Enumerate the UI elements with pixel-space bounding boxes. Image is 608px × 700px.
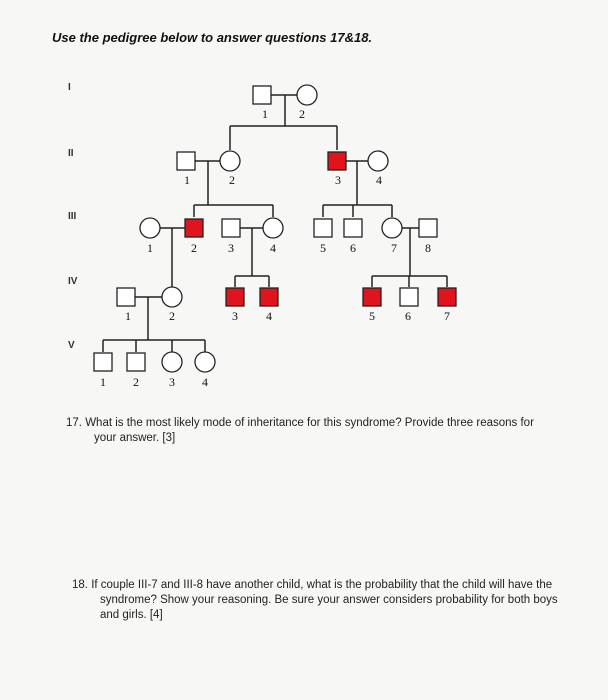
individual-v-3 [162, 352, 182, 372]
individual-iii-4 [263, 218, 283, 238]
label-iii-5: 5 [320, 241, 326, 255]
label-iii-3: 3 [228, 241, 234, 255]
label-ii-2: 2 [229, 173, 235, 187]
individual-iii-1 [140, 218, 160, 238]
individual-v-2 [127, 353, 145, 371]
label-i-1: 1 [262, 107, 268, 121]
individual-i-2 [297, 85, 317, 105]
generation-label-iii: III [68, 211, 77, 222]
label-iv-1: 1 [125, 309, 131, 323]
individual-iv-3-affected [226, 288, 244, 306]
individual-iii-3 [222, 219, 240, 237]
generation-label-i: I [68, 82, 71, 93]
label-iii-2: 2 [191, 241, 197, 255]
individual-iii-8 [419, 219, 437, 237]
individual-iv-1 [117, 288, 135, 306]
question-18-number: 18. [72, 579, 88, 591]
individual-v-1 [94, 353, 112, 371]
label-ii-1: 1 [184, 173, 190, 187]
individual-v-4 [195, 352, 215, 372]
question-17-number: 17. [66, 417, 82, 429]
label-i-2: 2 [299, 107, 305, 121]
question-17-text: What is the most likely mode of inheritance for this syndrome? Provide three reasons for your answer. [3] [85, 417, 534, 444]
generation-label-v: V [68, 340, 75, 351]
label-iv-6: 6 [405, 309, 411, 323]
page-title: Use the pedigree below to answer questions 17&18. [52, 30, 373, 45]
label-iv-4: 4 [266, 309, 272, 323]
individual-iii-7 [382, 218, 402, 238]
individual-iv-7-affected [438, 288, 456, 306]
individual-i-1 [253, 86, 271, 104]
individual-ii-1 [177, 152, 195, 170]
label-iv-5: 5 [369, 309, 375, 323]
label-iii-8: 8 [425, 241, 431, 255]
label-ii-4: 4 [376, 173, 382, 187]
label-v-1: 1 [100, 375, 106, 389]
label-iii-6: 6 [350, 241, 356, 255]
label-iv-7: 7 [444, 309, 450, 323]
label-ii-3: 3 [335, 173, 341, 187]
individual-ii-3-affected [328, 152, 346, 170]
label-iii-7: 7 [391, 241, 397, 255]
individual-iv-5-affected [363, 288, 381, 306]
individual-iv-2 [162, 287, 182, 307]
generation-label-ii: II [68, 148, 74, 159]
question-17 [66, 416, 550, 446]
question-18 [72, 578, 566, 623]
individual-iii-6 [344, 219, 362, 237]
label-v-3: 3 [169, 375, 175, 389]
label-v-2: 2 [133, 375, 139, 389]
individual-iii-5 [314, 219, 332, 237]
individual-ii-4 [368, 151, 388, 171]
label-iii-1: 1 [147, 241, 153, 255]
label-iv-2: 2 [169, 309, 175, 323]
question-18-text: If couple III-7 and III-8 have another child, what is the probability that the child will have the syndrome? Show your reasoning. Be sure your answer considers probability for both boys and girls. [4] [91, 579, 558, 621]
label-iv-3: 3 [232, 309, 238, 323]
individual-iv-6 [400, 288, 418, 306]
label-iii-4: 4 [270, 241, 276, 255]
individual-iii-2-affected [185, 219, 203, 237]
individual-ii-2 [220, 151, 240, 171]
individual-iv-4-affected [260, 288, 278, 306]
label-v-4: 4 [202, 375, 208, 389]
generation-label-iv: IV [68, 276, 78, 287]
